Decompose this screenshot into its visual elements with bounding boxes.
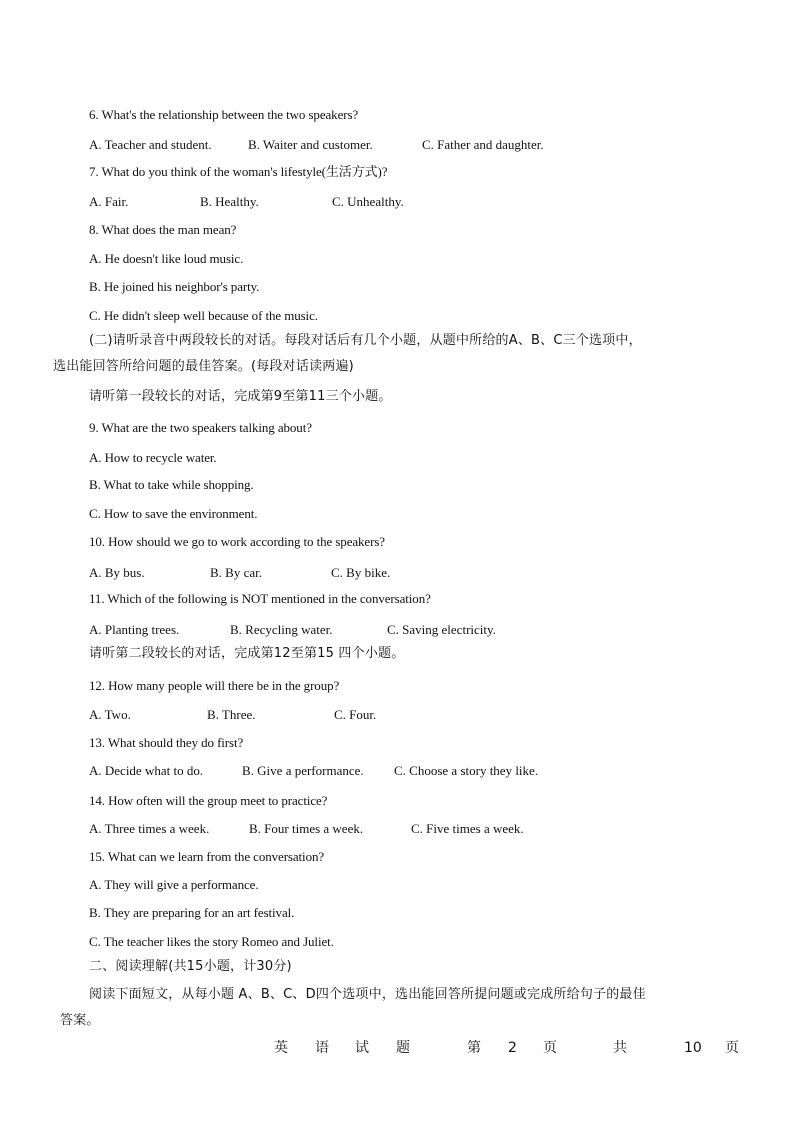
q12-option-c: C. Four.	[334, 707, 377, 722]
q10-option-a: A. By bus.	[89, 565, 145, 580]
footer-char-10: 页	[725, 1040, 739, 1056]
footer-char-7: 页	[543, 1040, 557, 1056]
q13-option-b: B. Give a performance.	[242, 763, 364, 778]
footer-char-4: 题	[396, 1040, 410, 1056]
q15-option-a: A. They will give a performance.	[89, 877, 259, 892]
q8-option-c: C. He didn't sleep well because of the music.	[89, 308, 318, 323]
q6-option-c: C. Father and daughter.	[422, 137, 544, 152]
question-14: 14. How often will the group meet to practice?	[89, 793, 328, 808]
section-2-instructions-line-2: 选出能回答所给问题的最佳答案。(每段对话读两遍)	[53, 359, 354, 374]
question-13: 13. What should they do first?	[89, 735, 244, 750]
footer-char-1: 英	[274, 1040, 288, 1056]
footer-char-3: 试	[355, 1040, 369, 1056]
q7-option-b: B. Healthy.	[200, 194, 259, 209]
q9-option-b: B. What to take while shopping.	[89, 477, 254, 492]
dialogue-2-instructions: 请听第二段较长的对话，完成第12至第15 四个小题。	[89, 646, 405, 661]
q11-option-a: A. Planting trees.	[89, 622, 180, 637]
q13-option-c: C. Choose a story they like.	[394, 763, 539, 778]
section-reading-heading: 二、阅读理解(共15小题，计30分)	[89, 959, 292, 974]
q15-option-b: B. They are preparing for an art festival.	[89, 905, 295, 920]
question-8: 8. What does the man mean?	[89, 222, 237, 237]
section-2-instructions-line-1: (二)请听录音中两段较长的对话。每段对话后有几个小题，从题中所给的A、B、C三个选项中，	[89, 333, 642, 348]
q14-option-b: B. Four times a week.	[249, 821, 364, 836]
q8-option-a: A. He doesn't like loud music.	[89, 251, 244, 266]
q10-option-c: C. By bike.	[331, 565, 391, 580]
q14-option-c: C. Five times a week.	[411, 821, 524, 836]
q12-option-b: B. Three.	[207, 707, 256, 722]
footer-page-number: 2	[508, 1040, 517, 1056]
q6-option-a: A. Teacher and student.	[89, 137, 212, 152]
question-10: 10. How should we go to work according to the speakers?	[89, 534, 385, 549]
q11-option-b: B. Recycling water.	[230, 622, 333, 637]
footer-char-8: 共	[613, 1040, 627, 1056]
q6-option-b: B. Waiter and customer.	[248, 137, 373, 152]
q13-option-a: A. Decide what to do.	[89, 763, 204, 778]
footer-char-5: 第	[467, 1040, 481, 1056]
dialogue-1-instructions: 请听第一段较长的对话，完成第9至第11三个小题。	[89, 389, 392, 404]
q7-option-a: A. Fair.	[89, 194, 129, 209]
q9-option-c: C. How to save the environment.	[89, 506, 258, 521]
footer-char-2: 语	[315, 1040, 329, 1056]
q14-option-a: A. Three times a week.	[89, 821, 210, 836]
question-12: 12. How many people will there be in the group?	[89, 678, 340, 693]
question-15: 15. What can we learn from the conversation?	[89, 849, 325, 864]
q9-option-a: A. How to recycle water.	[89, 450, 217, 465]
question-7: 7. What do you think of the woman's lifestyle(生活方式)?	[89, 164, 388, 179]
reading-instructions-line-1: 阅读下面短文，从每小题 A、B、C、D四个选项中，选出能回答所提问题或完成所给句子的最佳	[89, 987, 646, 1002]
q8-option-b: B. He joined his neighbor's party.	[89, 279, 260, 294]
question-9: 9. What are the two speakers talking about?	[89, 420, 312, 435]
footer-total-pages: 10	[684, 1040, 702, 1056]
question-6: 6. What's the relationship between the two speakers?	[89, 107, 359, 122]
q11-option-c: C. Saving electricity.	[387, 622, 496, 637]
q10-option-b: B. By car.	[210, 565, 262, 580]
q12-option-a: A. Two.	[89, 707, 131, 722]
reading-instructions-line-2: 答案。	[60, 1013, 100, 1028]
q7-option-c: C. Unhealthy.	[332, 194, 404, 209]
q15-option-c: C. The teacher likes the story Romeo and Juliet.	[89, 934, 334, 949]
question-11: 11. Which of the following is NOT mentioned in the conversation?	[89, 591, 431, 606]
